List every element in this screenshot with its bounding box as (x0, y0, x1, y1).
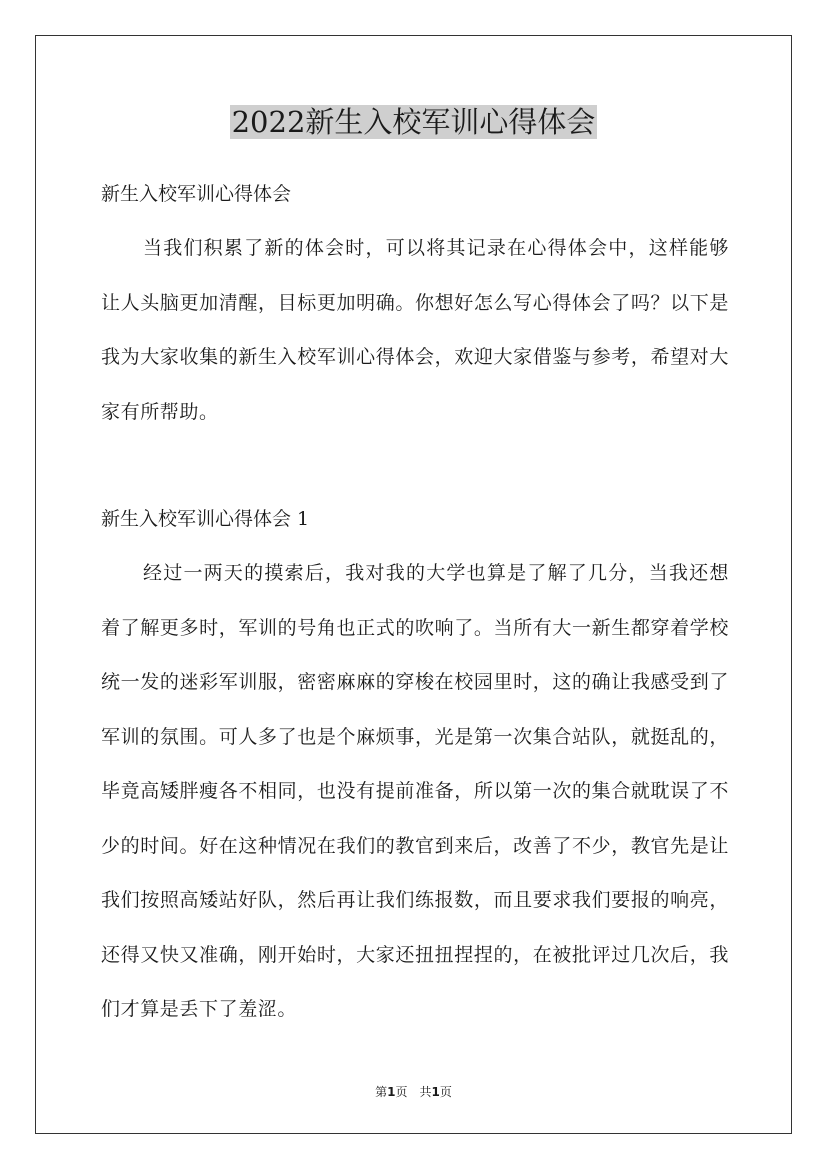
footer-prefix: 第 (375, 1085, 388, 1099)
section-heading-1: 新生入校军训心得体会 1 (101, 508, 310, 530)
document-title-text: 2022新生入校军训心得体会 (231, 105, 596, 139)
intro-paragraph: 当我们积累了新的体会时，可以将其记录在心得体会中，这样能够让人头脑更加清醒，目标更加明确。你想好怎么写心得体会了吗？以下是我为大家收集的新生入校军训心得体会，欢迎大家借鉴与参考，希望对大家有所帮助。 (101, 237, 729, 423)
footer-page-total: 1 (431, 1085, 440, 1099)
footer-suffix: 页 (439, 1085, 452, 1099)
footer-mid: 页 共 (395, 1085, 432, 1099)
document-title (0, 102, 827, 142)
footer-page-number: 1 (387, 1085, 396, 1099)
page-footer (0, 1083, 827, 1101)
body-paragraph-1: 经过一两天的摸索后，我对我的大学也算是了解了几分，当我还想着了解更多时，军训的号角也正式的吹响了。当所有大一新生都穿着学校统一发的迷彩军训服，密密麻麻的穿梭在校园里时，这的确让我感受到了军训的氛围。可人多了也是个麻烦事，光是第一次集合站队，就挺乱的，毕竟高矮胖瘦各不相同，也没有提前准备，所以第一次的集合就耽误了不少的时间。好在这种情况在我们的教官到来后，改善了不少，教官先是让我们按照高矮站好队，然后再让我们练报数，而且要求我们要报的响亮，还得又快又准确，刚开始时，大家还扭扭捏捏的，在被批评过几次后，我们才算是丢下了羞涩。 (101, 562, 729, 1020)
section-heading-intro: 新生入校军训心得体会 (101, 183, 292, 205)
